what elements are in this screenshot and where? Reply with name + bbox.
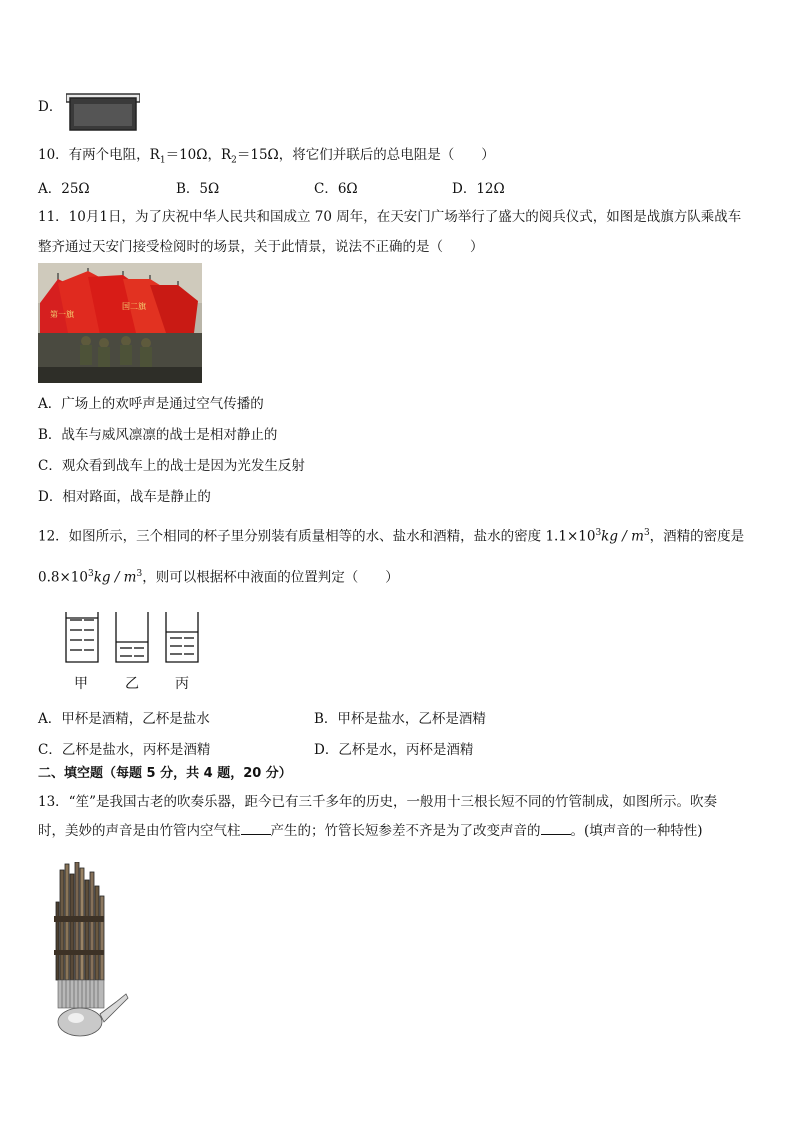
q10-option-a: A．25Ω <box>38 181 90 197</box>
q10-stem: 10．有两个电阻，$R_1=10\Omega$，$R_2=15\Omega$，将它们并联后的总电阻是（ ） <box>38 147 495 166</box>
q12-stem-line1: 12．如图所示，三个相同的杯子里分别装有质量相等的水、盐水和酒精，盐水的密度 $1.1\times 10^3kg / m^3$，酒精的密度是 <box>38 528 745 545</box>
q13-stem-line1: 13．“笙”是我国古老的吹奏乐器，距今已有三千多年的历史，一般用十三根长短不同的竹管制成，如图所示。吹奏 <box>38 794 717 810</box>
cup-label-yi: 乙 <box>125 676 139 692</box>
q9-option-d-image <box>66 84 140 132</box>
section2-heading: 二、填空题（每题 5 分，共 4 题，20 分） <box>38 766 292 781</box>
q10-option-c: C．6Ω <box>314 181 358 197</box>
cup-jia <box>66 612 98 662</box>
q12-cups-figure <box>62 608 202 668</box>
q12-option-b: B．甲杯是盐水，乙杯是酒精 <box>314 711 486 727</box>
q11-option-c: C．观众看到战车上的战士是因为光发生反射 <box>38 458 305 474</box>
cup-yi <box>116 612 148 662</box>
q13-sheng-image <box>46 862 130 1042</box>
q11-option-a: A．广场上的欢呼声是通过空气传播的 <box>38 396 264 412</box>
q9-option-d <box>38 98 62 116</box>
flag-text-2: 国二旗 <box>122 302 146 311</box>
cup-label-bing: 丙 <box>175 676 189 692</box>
q11-option-b: B．战车与威风凛凛的战士是相对静止的 <box>38 427 278 443</box>
q10-option-b: B．5Ω <box>176 181 220 197</box>
q11-option-d: D．相对路面，战车是静止的 <box>38 489 211 505</box>
q13-blank-1[interactable] <box>241 822 271 835</box>
q12-stem-line2: $0.8\times 10^3kg / m^3$，则可以根据杯中液面的位置判定（ ） <box>38 569 399 586</box>
cup-label-jia: 甲 <box>74 676 88 692</box>
q12-option-c: C．乙杯是盐水，丙杯是酒精 <box>38 742 211 758</box>
q10-option-d: D．12Ω <box>452 181 505 197</box>
cup-bing <box>166 612 198 662</box>
q12-option-d: D．乙杯是水，丙杯是酒精 <box>314 742 474 758</box>
q13-blank-2[interactable] <box>541 822 571 835</box>
q11-stem-line2: 整齐通过天安门接受检阅时的场景，关于此情景，说法不正确的是（ ） <box>38 239 484 255</box>
flag-text-1: 第一旗 <box>50 310 74 319</box>
q12-option-a: A．甲杯是酒精，乙杯是盐水 <box>38 711 210 727</box>
q11-parade-photo <box>38 263 202 383</box>
q9-option-d-label: D． <box>38 99 63 115</box>
q11-stem-line1: 11．10月1日，为了庆祝中华人民共和国成立 70 周年，在天安门广场举行了盛大的阅兵仪式，如图是战旗方队乘战车 <box>38 209 742 225</box>
q13-stem-line2: 时，美妙的声音是由竹管内空气柱 产生的；竹管长短参差不齐是为了改变声音的 。(填声音的一种特性) <box>38 823 703 839</box>
